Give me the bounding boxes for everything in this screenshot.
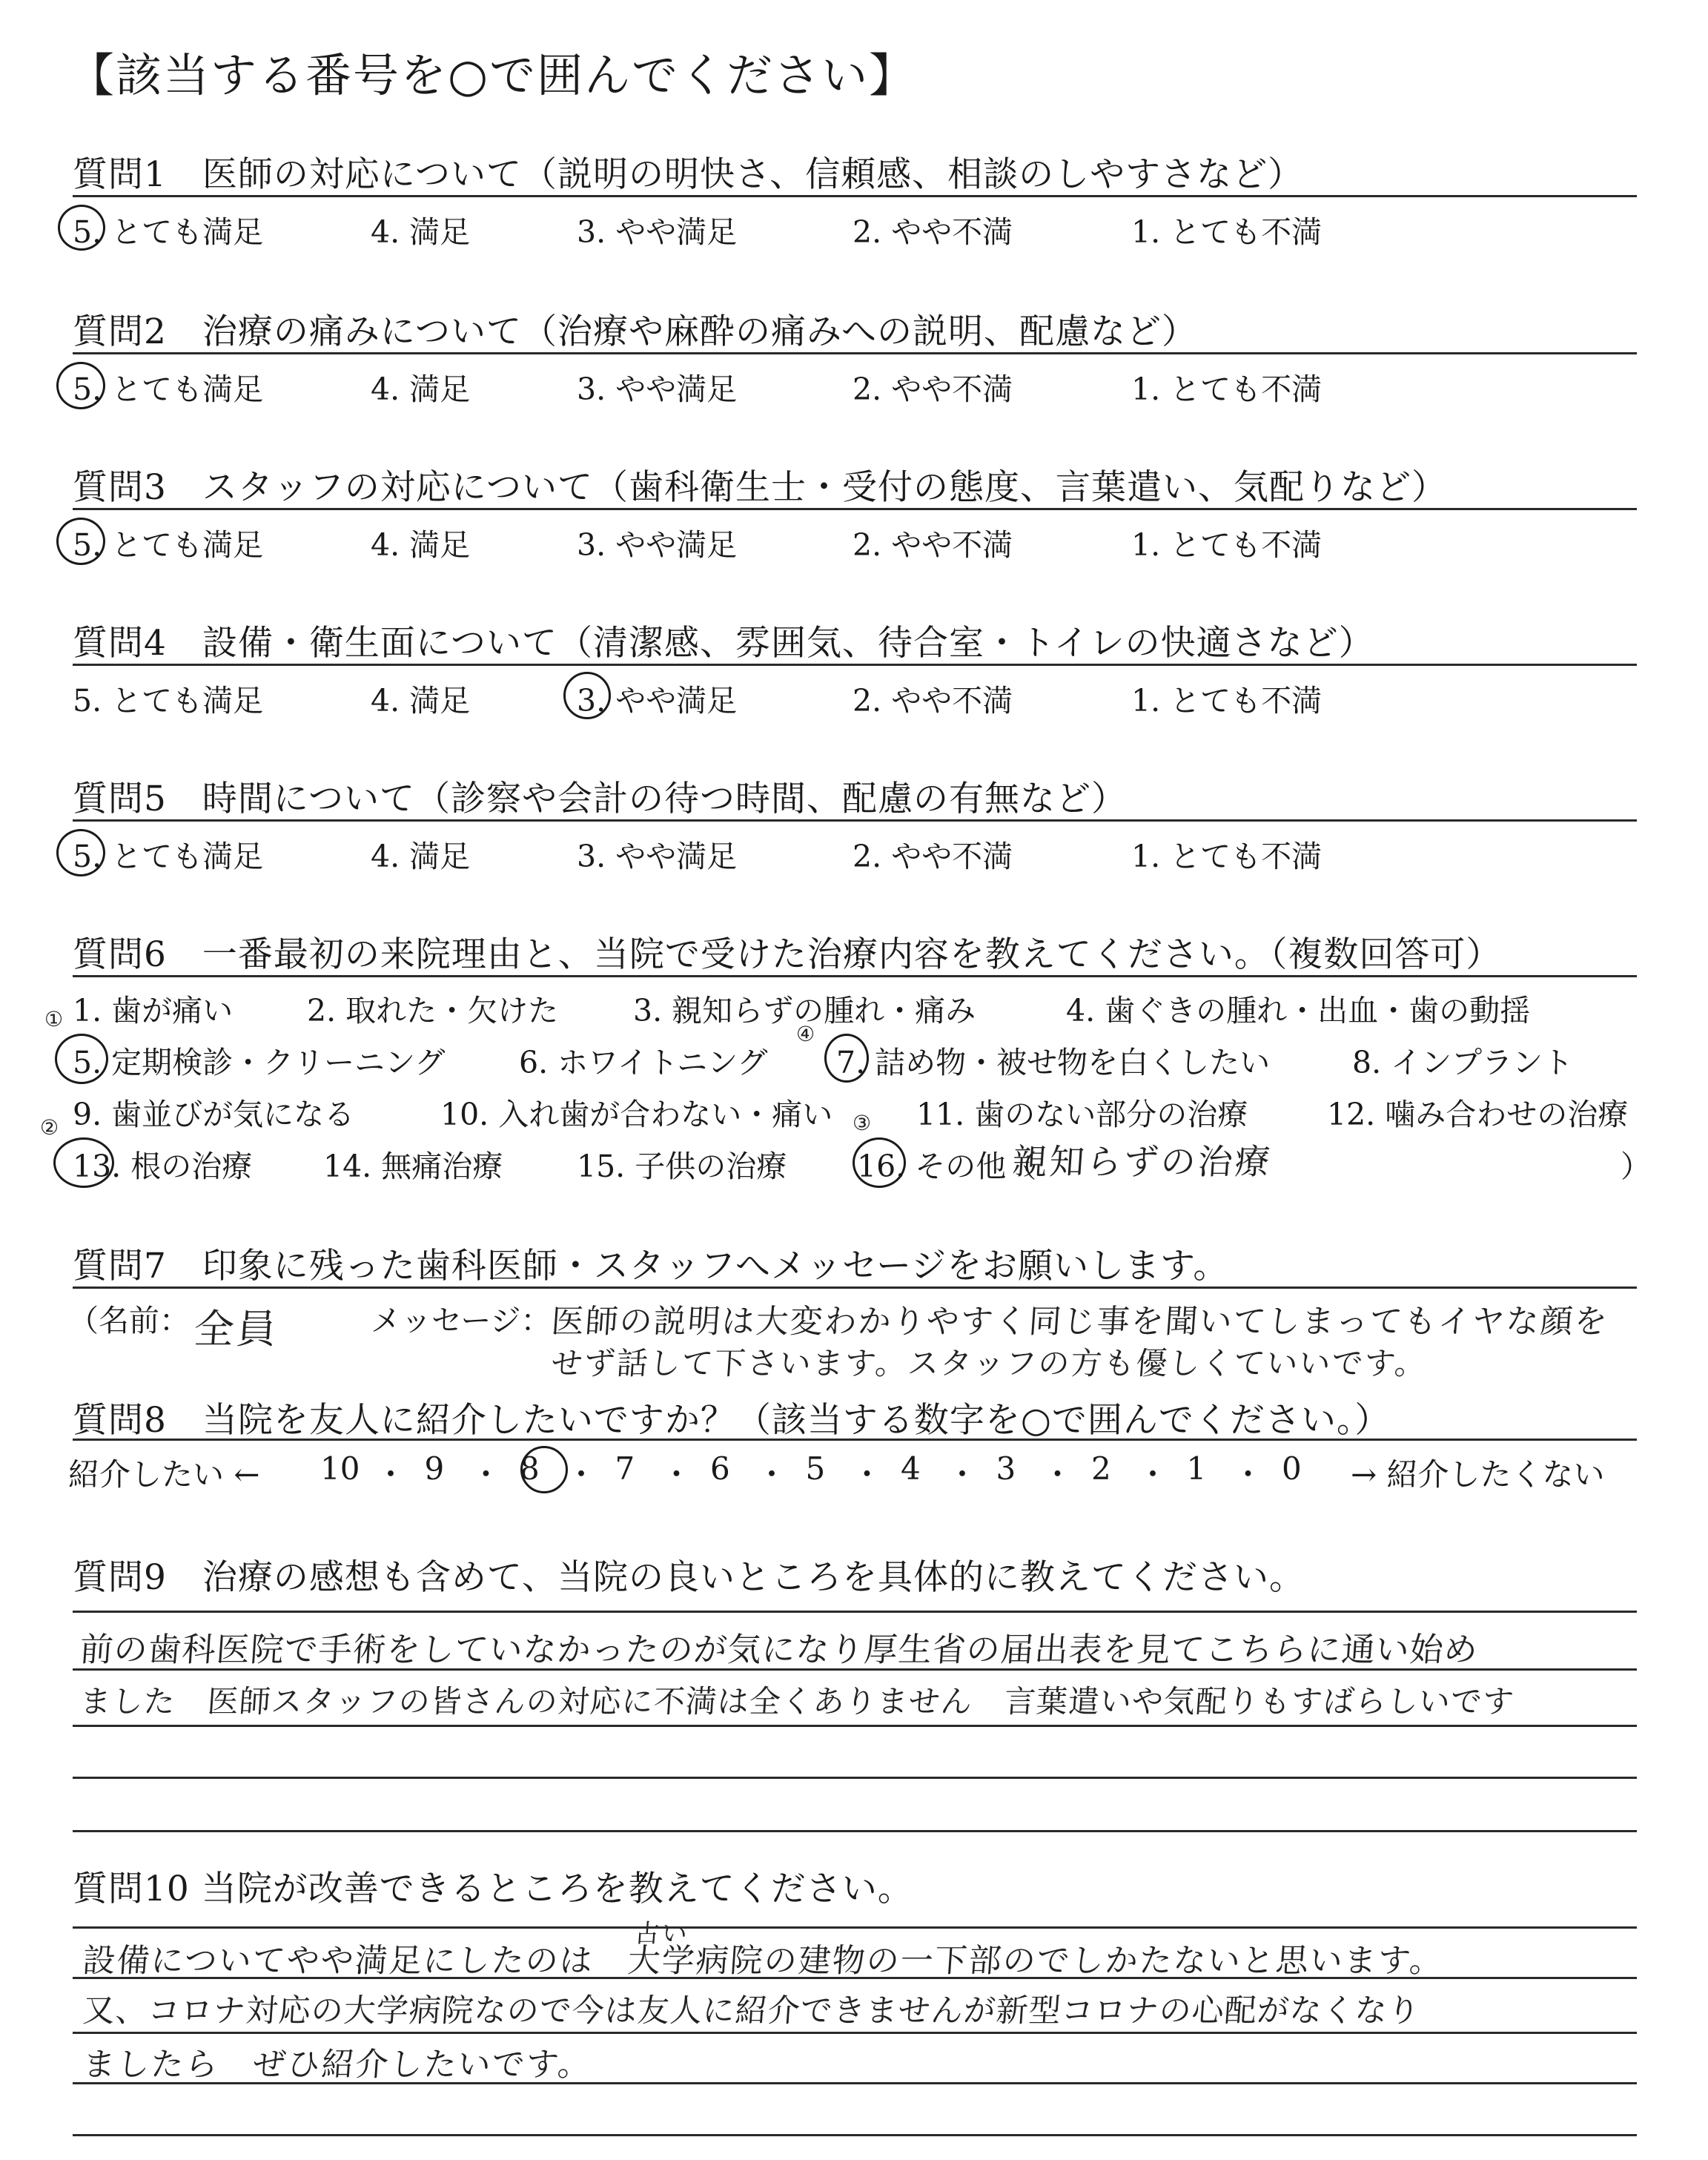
- q3-option-5[interactable]: 5. とても満足: [73, 527, 264, 563]
- q6-option-8[interactable]: 8. インプラント: [1352, 1045, 1574, 1080]
- q3-rule: [73, 508, 1637, 510]
- q4-title: 質問4 設備・衛生面について（清潔感、雰囲気、待合室・トイレの快適さなど）: [73, 623, 1374, 664]
- q3-selection-circle: [56, 518, 105, 565]
- q8-scale-separator: ・: [851, 1456, 883, 1493]
- q10-rule-1: [73, 1926, 1637, 1929]
- q9-answer-line-1: 前の歯科医院で手術をしていなかったのが気になり厚生省の届出表を見てこちらに通い始め: [78, 1630, 1480, 1669]
- q7-rule: [73, 1287, 1637, 1289]
- q10-rule-4: [73, 2082, 1637, 2084]
- q10-answer-line-3: ましたら ぜひ紹介したいです。: [81, 2046, 593, 2084]
- q6-option-10[interactable]: 10. 入れ歯が合わない・痛い: [440, 1097, 833, 1132]
- q7-name-label: （名前：: [68, 1303, 190, 1338]
- q6-option-14[interactable]: 14. 無痛治療: [323, 1149, 503, 1184]
- q10-answer-line-2: 又、コロナ対応の大学病院なので今は友人に紹介できませんが新型コロナの心配がなくなり: [82, 1992, 1422, 2029]
- q5-option-3[interactable]: 3. やや満足: [577, 839, 738, 874]
- q6-option-5[interactable]: 5. 定期検診・クリーニング: [73, 1045, 446, 1080]
- q1-option-4[interactable]: 4. 満足: [371, 214, 471, 250]
- q6-rank-mark-3: ③: [853, 1111, 872, 1135]
- q8-scale-value-6[interactable]: 6: [710, 1450, 730, 1487]
- q9-rule-1: [73, 1611, 1637, 1613]
- q4-option-4[interactable]: 4. 満足: [371, 683, 471, 719]
- q9-rule-3: [73, 1725, 1637, 1727]
- q8-selection-circle: [520, 1446, 568, 1493]
- q8-scale-separator: ・: [566, 1456, 598, 1493]
- q6-option-4[interactable]: 4. 歯ぐきの腫れ・出血・歯の動揺: [1066, 993, 1531, 1028]
- q4-option-5[interactable]: 5. とても満足: [73, 683, 264, 719]
- q10-rule-5: [73, 2134, 1637, 2136]
- q8-right-label: → 紹介したくない: [1351, 1456, 1605, 1493]
- q2-option-2[interactable]: 2. やや不満: [853, 371, 1013, 407]
- q6-circle-13: [53, 1137, 114, 1188]
- q8-scale-separator: ・: [1042, 1456, 1073, 1493]
- q6-option-6[interactable]: 6. ホワイトニング: [519, 1045, 768, 1080]
- q6-circle-5: [55, 1034, 108, 1084]
- q6-option-12[interactable]: 12. 噛み合わせの治療: [1327, 1097, 1629, 1132]
- q10-answer-line-1: 設備についてやや満足にしたのは 大学病院の建物の一下部のでしかたないと思います。: [81, 1942, 1446, 1980]
- q5-option-4[interactable]: 4. 満足: [371, 839, 471, 874]
- q8-scale-separator: ・: [1232, 1456, 1264, 1493]
- q3-option-4[interactable]: 4. 満足: [371, 527, 471, 563]
- q6-option-11[interactable]: 11. 歯のない部分の治療: [916, 1097, 1248, 1132]
- q7-message-line-2: せず話して下さいます。スタッフの方も優しくていいです。: [550, 1345, 1429, 1381]
- q8-title: 質問8 当院を友人に紹介したいですか？（該当する数字を○で囲んでください。）: [73, 1400, 1391, 1441]
- q3-option-3[interactable]: 3. やや満足: [577, 527, 738, 563]
- q10-rule-3: [73, 2032, 1637, 2034]
- q6-other-handwritten: 親知らずの治療: [1010, 1142, 1274, 1183]
- q8-scale-value-3[interactable]: 3: [996, 1450, 1016, 1487]
- q8-scale-value-4[interactable]: 4: [901, 1450, 921, 1487]
- q6-rank-mark-1: ①: [44, 1007, 64, 1031]
- q8-scale-value-10[interactable]: 10: [320, 1450, 360, 1487]
- q6-option-1[interactable]: 1. 歯が痛い: [73, 993, 234, 1028]
- q8-scale-separator: ・: [947, 1456, 979, 1493]
- q8-scale-separator: ・: [470, 1456, 502, 1493]
- q4-selection-circle: [563, 672, 611, 719]
- q1-option-3[interactable]: 3. やや満足: [577, 214, 738, 250]
- q2-title: 質問2 治療の痛みについて（治療や麻酔の痛みへの説明、配慮など）: [73, 311, 1198, 352]
- q6-option-15[interactable]: 15. 子供の治療: [577, 1149, 787, 1184]
- q8-scale-value-5[interactable]: 5: [805, 1450, 826, 1487]
- q4-rule: [73, 664, 1637, 666]
- q6-option-13[interactable]: 13. 根の治療: [73, 1149, 253, 1184]
- q5-title: 質問5 時間について（診察や会計の待つ時間、配慮の有無など）: [73, 779, 1127, 819]
- q8-scale-value-2[interactable]: 2: [1091, 1450, 1111, 1487]
- q6-other-close: ）: [1621, 1149, 1651, 1184]
- q6-option-7[interactable]: 7. 詰め物・被せ物を白くしたい: [836, 1045, 1271, 1080]
- q6-rank-mark-2: ②: [40, 1115, 59, 1140]
- q8-scale-value-0[interactable]: 0: [1282, 1450, 1302, 1487]
- q10-annotation: 古い: [633, 1919, 691, 1949]
- q5-rule: [73, 819, 1637, 822]
- q6-rule: [73, 975, 1637, 977]
- q3-title: 質問3 スタッフの対応について（歯科衛生士・受付の態度、言葉遣い、気配りなど）: [73, 467, 1447, 508]
- q8-scale-separator: ・: [756, 1456, 788, 1493]
- q9-rule-4: [73, 1777, 1637, 1779]
- q7-message-line-1: 医師の説明は大変わかりやすく同じ事を聞いてしまってもイヤな顔を: [549, 1303, 1610, 1341]
- q4-option-2[interactable]: 2. やや不満: [853, 683, 1013, 719]
- q2-option-4[interactable]: 4. 満足: [371, 371, 471, 407]
- q4-option-3[interactable]: 3. やや満足: [577, 683, 738, 719]
- q3-option-1[interactable]: 1. とても不満: [1131, 527, 1323, 563]
- q6-option-3[interactable]: 3. 親知らずの腫れ・痛み: [633, 993, 976, 1028]
- q5-option-5[interactable]: 5. とても満足: [73, 839, 264, 874]
- q2-option-1[interactable]: 1. とても不満: [1131, 371, 1323, 407]
- q2-option-5[interactable]: 5. とても満足: [73, 371, 264, 407]
- q10-rule-2: [73, 1977, 1637, 1979]
- q8-scale-value-7[interactable]: 7: [615, 1450, 635, 1487]
- q6-option-2[interactable]: 2. 取れた・欠けた: [307, 993, 559, 1028]
- q9-title: 質問9 治療の感想も含めて、当院の良いところを具体的に教えてください。: [73, 1557, 1305, 1598]
- q9-rule-2: [73, 1668, 1637, 1671]
- q1-option-5[interactable]: 5. とても満足: [73, 214, 264, 250]
- q8-scale-separator: ・: [1137, 1456, 1169, 1493]
- page-heading: 【該当する番号を○で囲んでください】: [68, 48, 917, 102]
- q7-name-value: 全員: [192, 1306, 280, 1353]
- q2-selection-circle: [56, 362, 105, 409]
- q3-option-2[interactable]: 2. やや不満: [853, 527, 1013, 563]
- q6-option-9[interactable]: 9. 歯並びが気になる: [73, 1097, 355, 1132]
- q2-option-3[interactable]: 3. やや満足: [577, 371, 738, 407]
- q1-title: 質問1 医師の対応について（説明の明快さ、信頼感、相談のしやすさなど）: [73, 154, 1304, 195]
- q6-title: 質問6 一番最初の来院理由と、当院で受けた治療内容を教えてください。（複数回答可）: [73, 934, 1502, 975]
- q8-scale-separator: ・: [661, 1456, 692, 1493]
- q4-option-1[interactable]: 1. とても不満: [1131, 683, 1323, 719]
- q8-rule: [73, 1439, 1637, 1441]
- q6-circle-7: [824, 1034, 869, 1083]
- q8-left-label: 紹介したい ←: [68, 1456, 260, 1493]
- q8-scale-value-9[interactable]: 9: [424, 1450, 445, 1487]
- q2-rule: [73, 352, 1637, 354]
- q5-selection-circle: [56, 829, 105, 876]
- q8-scale-value-8[interactable]: 8: [520, 1450, 540, 1487]
- q5-option-2[interactable]: 2. やや不満: [853, 839, 1013, 874]
- q8-scale-separator: ・: [375, 1456, 407, 1493]
- q6-circle-16: [853, 1137, 906, 1188]
- q8-scale-value-1[interactable]: 1: [1186, 1450, 1207, 1487]
- q5-option-1[interactable]: 1. とても不満: [1131, 839, 1323, 874]
- q9-answer-line-2: ました 医師スタッフの皆さんの対応に不満は全くありません 言葉遣いや気配りもすばらしいです: [79, 1683, 1516, 1720]
- q9-rule-5: [73, 1830, 1637, 1832]
- q10-title: 質問10 当院が改善できるところを教えてください。: [73, 1869, 913, 1909]
- q1-selection-circle: [58, 205, 105, 251]
- q6-rank-mark-4: ④: [796, 1022, 815, 1046]
- q1-rule: [73, 195, 1637, 197]
- q7-title: 質問7 印象に残った歯科医師・スタッフへメッセージをお願いします。: [73, 1246, 1229, 1287]
- q6-option-16[interactable]: 16. その他（: [857, 1149, 1037, 1184]
- q7-message-label: メッセージ：: [371, 1303, 552, 1338]
- q1-option-2[interactable]: 2. やや不満: [853, 214, 1013, 250]
- q1-option-1[interactable]: 1. とても不満: [1131, 214, 1323, 250]
